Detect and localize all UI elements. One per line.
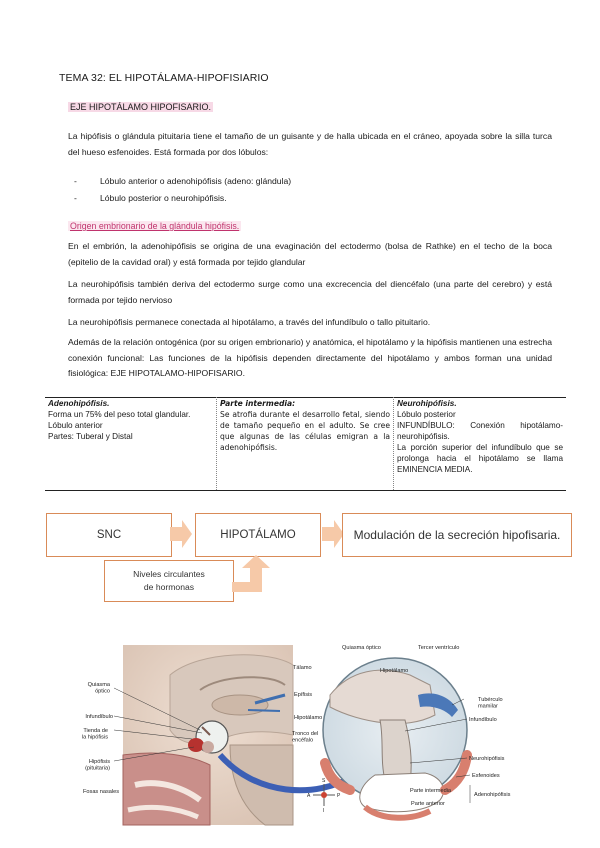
- label-tercer-ventriculo: Tercer ventrículo: [418, 645, 460, 651]
- compass-i: I: [323, 808, 325, 814]
- label-hipofisis: Hipófisis (pituitaria): [85, 759, 110, 772]
- table-line: Lóbulo anterior: [48, 421, 103, 430]
- table-line: Se atrofia durante el desarrollo fetal, siendo de tamaño pequeño en el adulto. Se cree que algunas de las células emigran a la adenohipófisis.: [220, 410, 390, 452]
- table-line: Lóbulo posterior: [397, 410, 456, 419]
- flow-label: Modulación de la secreción hipofisaria.: [353, 528, 561, 542]
- label-neurohipofisis: Neurohipófisis: [469, 756, 505, 762]
- flow-label: SNC: [96, 529, 122, 541]
- origin-paragraph: La neurohipófisis también deriva del ectodermo surge como una excrecencia del diencéfalo (una parte del cerebro) y está formada por tejido nervioso: [68, 279, 552, 305]
- table-row: [45, 397, 566, 490]
- table-header: Parte intermedia:: [220, 399, 296, 408]
- table-line: INFUNDÍBULO: Conexión hipotálamo-neurohipófisis.: [397, 421, 563, 441]
- label-esfenoides: Esfenoides: [472, 773, 500, 779]
- table-cell-neuro: [394, 397, 567, 490]
- list-item: - Lóbulo posterior o neurohipófisis.: [74, 193, 227, 203]
- origin-paragraph: En el embrión, la adenohipófisis se origina de una evaginación del ectodermo (bolsa de Rathke) en el techo de la boca (epitelio de la cavidad oral) y está formada por tejido glandular: [68, 241, 552, 267]
- list-item-text: Lóbulo anterior o adenohipófisis (adeno: glándula): [100, 176, 292, 186]
- table-line: Partes: Tuberal y Distal: [48, 432, 133, 441]
- label-infundibulo-right: Infundíbulo: [469, 717, 497, 723]
- page-title: TEMA 32: EL HIPOTÁLAMA-HIPOFISIARIO: [59, 72, 269, 84]
- label-epifisis: Epífisis: [294, 692, 313, 698]
- label-fosas: Fosas nasales: [83, 789, 120, 795]
- label-adenohipofisis: Adenohipófisis: [474, 792, 511, 798]
- flow-label: HIPOTÁLAMO: [220, 529, 296, 541]
- comparison-table: [45, 397, 566, 490]
- compass-s: S: [322, 778, 326, 784]
- flow-label: de hormonas: [143, 582, 195, 592]
- section-heading-eje: EJE HIPOTÁLAMO HIPOFISARIO.: [70, 102, 212, 112]
- intro-paragraph: La hipófisis o glándula pituitaria tiene el tamaño de un guisante y de halla ubicada en el cráneo, apoyada sobre la silla turca del hueso esfenoides. Está formada por dos lóbulos:: [68, 131, 552, 157]
- flow-box-modulacion: [342, 513, 572, 557]
- origin-paragraph: Además de la relación ontogénica (por su origen embrionario) y anatómica, el hipotálamo y la hipófisis mantienen una estrecha conexión funcional: Las funciones de la hipófisis dependen directamente del hipotálamo y ambos forman una unidad fisiológica: EJE HIPOTALAMO-HIPOFISARIO.: [68, 337, 552, 378]
- flow-arrow-up: [232, 554, 272, 594]
- section-heading-origen: Origen embrionario de la glándula hipófisis.: [70, 221, 240, 231]
- label-infundibulo-left: Infundíbulo: [85, 714, 113, 720]
- compass-a: A: [307, 793, 311, 799]
- pituitary-anatomy-figure: [80, 635, 560, 845]
- label-hipotalamo-mid: Hipotálamo: [294, 715, 323, 721]
- table-cell-adeno: [45, 397, 217, 490]
- flow-arrow-right-1: [168, 518, 194, 550]
- list-item: - Lóbulo anterior o adenohipófisis (adeno: glándula): [74, 176, 292, 186]
- flow-label: Niveles circulantes: [133, 569, 205, 579]
- table-line: Forma un 75% del peso total glandular.: [48, 410, 191, 419]
- flow-box-niveles: [104, 560, 234, 602]
- table-cell-intermedia: [217, 397, 394, 490]
- label-parte-anterior: Parte anterior: [411, 801, 445, 807]
- flow-box-hipotalamo: [195, 513, 321, 557]
- table-header: Neurohipófisis.: [397, 399, 457, 408]
- flow-box-snc: [46, 513, 172, 557]
- label-tuberculo: Tubérculo mamilar: [478, 697, 503, 710]
- origin-paragraph: La neurohipófisis permanece conectada al hipotálamo, a través del infundíbulo o tallo pituitario.: [68, 317, 431, 327]
- label-tienda: Tienda de la hipófisis: [81, 728, 108, 741]
- table-header: Adenohipófisis.: [48, 399, 110, 408]
- label-parte-intermedia: Parte intermedia: [410, 788, 452, 794]
- label-quiasma-left: Quiasma óptico: [87, 682, 110, 695]
- table-bottom-rule: [45, 490, 566, 491]
- label-quiasma-right: Quiasma óptico: [342, 645, 381, 651]
- label-tronco: Tronco del encéfalo: [292, 731, 319, 744]
- label-hipotalamo-right: Hipotálamo: [380, 668, 409, 674]
- sagittal-head-panel: [123, 645, 293, 825]
- compass-p: P: [337, 793, 341, 799]
- mid-labels: [292, 665, 322, 743]
- list-item-text: Lóbulo posterior o neurohipófisis.: [100, 193, 227, 203]
- label-talamo: Tálamo: [293, 665, 312, 671]
- table-line: La porción superior del infundíbulo que se prolonga hacia el hipotálamo se llama EMINENCIA MEDIA.: [397, 443, 563, 474]
